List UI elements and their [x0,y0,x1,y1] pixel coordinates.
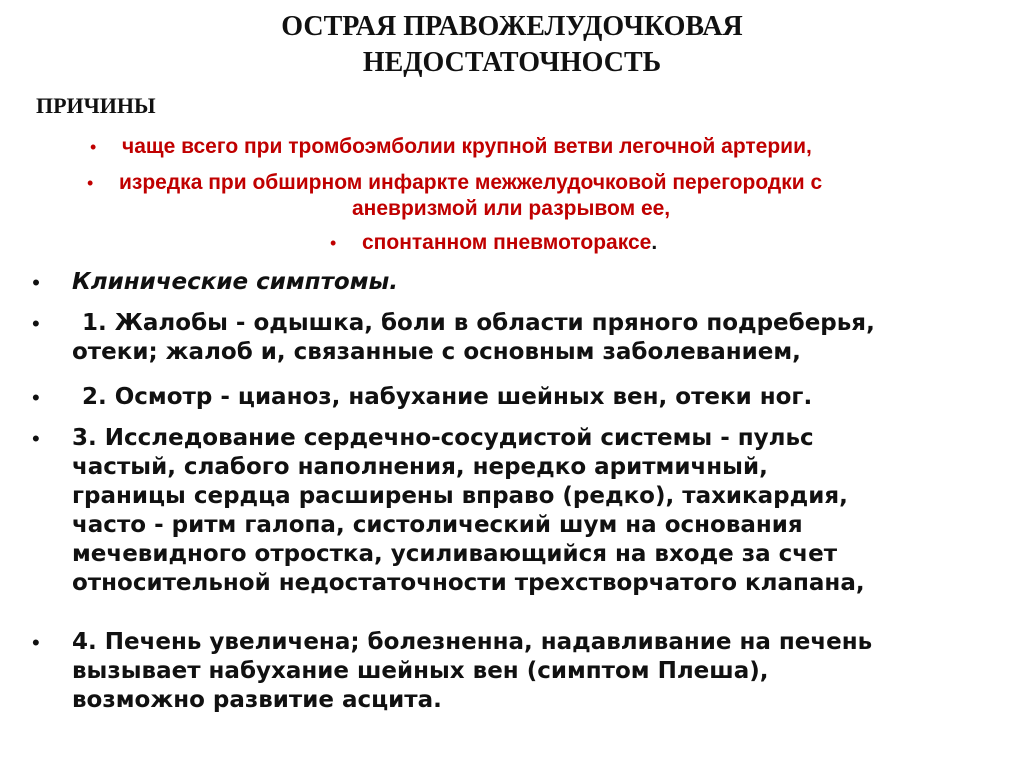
cause-item [87,170,823,222]
cause-period: . [651,231,658,254]
cause-text: спонтанном пневмотораксе [362,231,652,254]
bullet-icon: • [87,173,94,193]
symptom-text: мечевидного отростка, усиливающийся на входе за счет [72,541,838,567]
symptom-text: 2. Осмотр - цианоз, набухание шейных вен, отеки ног. [82,384,813,410]
bullet-icon: • [330,233,337,253]
symptom-text: отеки; жалоб и, связанные с основным заболеванием, [72,339,801,365]
symptom-text: 4. Печень увеличена; болезненна, надавливание на печень [72,629,873,655]
symptom-text: Клинические симптомы. [72,269,399,295]
bullet-icon: • [32,630,40,655]
symptom-item-examination [32,383,813,412]
cause-item [90,134,812,160]
bullet-icon: • [32,426,40,451]
bullet-icon: • [32,385,40,410]
symptom-text: относительной недостаточности трехстворчатого клапана, [72,570,865,596]
slide-title-line-2: НЕДОСТАТОЧНОСТЬ [362,47,662,78]
symptom-text: частый, слабого наполнения, нередко аритмичный, [72,454,768,480]
symptom-text: границы сердца расширены вправо (редко), тахикардия, [72,483,848,509]
bullet-icon: • [32,311,40,336]
bullet-icon: • [32,270,40,295]
symptom-text: возможно развитие асцита. [72,687,442,713]
causes-heading: ПРИЧИНЫ [36,93,156,118]
slide-title-line-1: ОСТРАЯ ПРАВОЖЕЛУДОЧКОВАЯ [281,11,743,42]
cause-text: чаще всего при тромбоэмболии крупной ветви легочной артерии, [122,135,812,158]
cause-item [330,230,658,256]
symptoms-heading [32,268,399,297]
symptom-text: 1. Жалобы - одышка, боли в области пряного подреберья, [82,310,875,336]
symptom-text: 3. Исследование сердечно-сосудистой системы - пульс [72,425,814,451]
symptom-item-cardiovascular [32,424,865,598]
cause-text: изредка при обширном инфаркте межжелудочковой перегородки с [119,171,823,194]
bullet-icon: • [90,137,97,157]
symptom-text: вызывает набухание шейных вен (симптом Плеша), [72,658,769,684]
symptom-text: часто - ритм галопа, систолический шум на основания [72,512,803,538]
symptom-item-complaints [32,309,875,367]
cause-text: аневризмой или разрывом ее, [352,197,671,220]
symptom-item-liver [32,628,873,715]
